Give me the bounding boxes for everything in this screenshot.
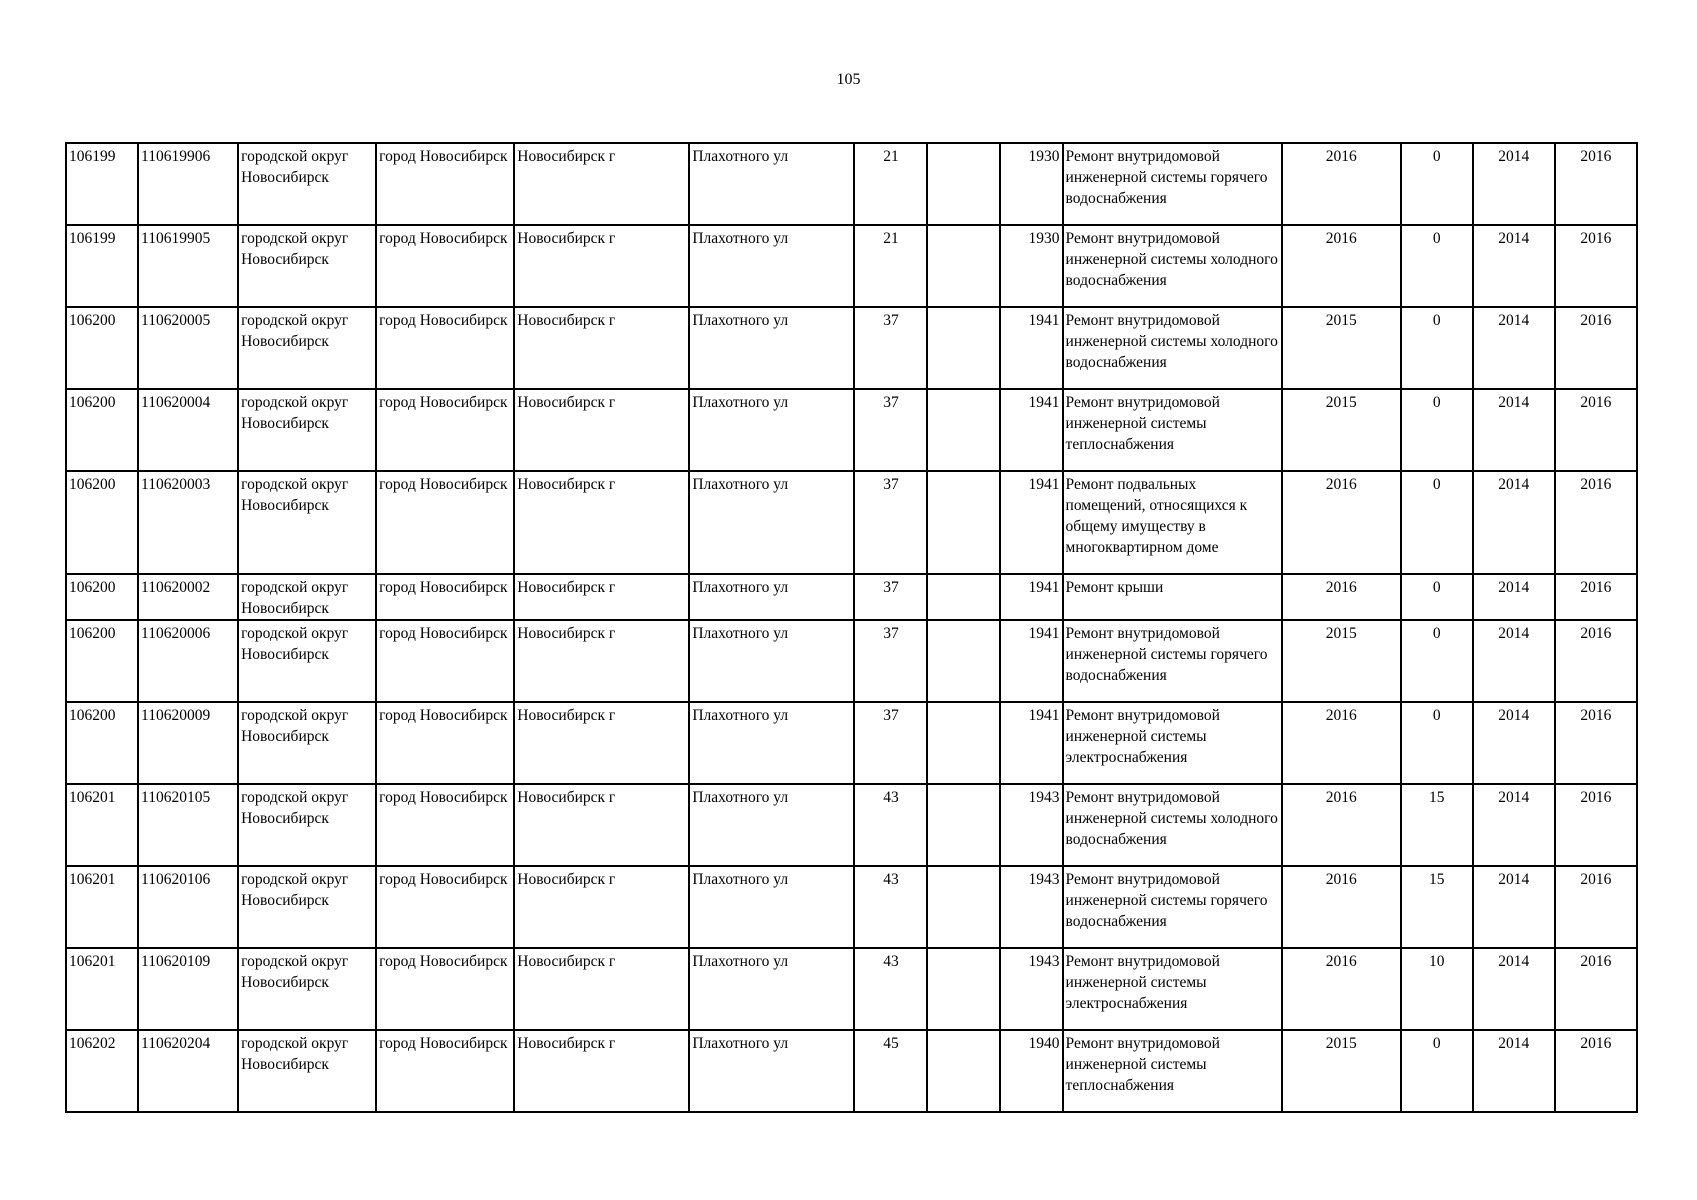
row-id-cell: 106200: [66, 389, 138, 471]
page-number: 105: [836, 71, 861, 88]
house-number-cell: 37: [854, 307, 927, 389]
city-cell: Новосибирск г: [514, 574, 689, 620]
city-cell: Новосибирск г: [514, 784, 689, 866]
wear-percent-cell: 0: [1401, 1030, 1473, 1112]
house-number-cell: 43: [854, 866, 927, 948]
city-cell: Новосибирск г: [514, 1030, 689, 1112]
build-year-cell: 1943: [1000, 784, 1063, 866]
work-type-cell: Ремонт внутридомовой инженерной системы теплоснабжения: [1063, 389, 1282, 471]
house-number-cell: 45: [854, 1030, 927, 1112]
street-cell: Плахотного ул: [689, 620, 854, 702]
work-type-cell: Ремонт внутридомовой инженерной системы горячего водоснабжения: [1063, 143, 1282, 225]
wear-percent-cell: 0: [1401, 702, 1473, 784]
object-code-cell: 110620009: [138, 702, 238, 784]
period-end-cell: 2016: [1555, 471, 1637, 574]
building-cell: [927, 225, 999, 307]
settlement-cell: город Новосибирск: [376, 1030, 514, 1112]
period-end-cell: 2016: [1555, 307, 1637, 389]
period-start-cell: 2014: [1473, 620, 1555, 702]
street-cell: Плахотного ул: [689, 784, 854, 866]
settlement-cell: город Новосибирск: [376, 866, 514, 948]
planned-year-cell: 2015: [1282, 307, 1401, 389]
municipal-district-cell: городской округ Новосибирск: [238, 1030, 376, 1112]
object-code-cell: 110620003: [138, 471, 238, 574]
build-year-cell: 1941: [1000, 620, 1063, 702]
city-cell: Новосибирск г: [514, 620, 689, 702]
settlement-cell: город Новосибирск: [376, 225, 514, 307]
street-cell: Плахотного ул: [689, 389, 854, 471]
municipal-district-cell: городской округ Новосибирск: [238, 143, 376, 225]
street-cell: Плахотного ул: [689, 225, 854, 307]
row-id-cell: 106202: [66, 1030, 138, 1112]
building-cell: [927, 574, 999, 620]
period-start-cell: 2014: [1473, 225, 1555, 307]
street-cell: Плахотного ул: [689, 143, 854, 225]
table-row: [66, 471, 1637, 574]
municipal-district-cell: городской округ Новосибирск: [238, 574, 376, 620]
object-code-cell: 110620004: [138, 389, 238, 471]
object-code-cell: 110620204: [138, 1030, 238, 1112]
object-code-cell: 110619906: [138, 143, 238, 225]
object-code-cell: 110619905: [138, 225, 238, 307]
city-cell: Новосибирск г: [514, 866, 689, 948]
row-id-cell: 106201: [66, 948, 138, 1030]
city-cell: Новосибирск г: [514, 948, 689, 1030]
city-cell: Новосибирск г: [514, 225, 689, 307]
build-year-cell: 1941: [1000, 702, 1063, 784]
period-start-cell: 2014: [1473, 143, 1555, 225]
work-type-cell: Ремонт внутридомовой инженерной системы горячего водоснабжения: [1063, 866, 1282, 948]
house-number-cell: 37: [854, 702, 927, 784]
row-id-cell: 106201: [66, 784, 138, 866]
street-cell: Плахотного ул: [689, 948, 854, 1030]
period-end-cell: 2016: [1555, 574, 1637, 620]
period-start-cell: 2014: [1473, 389, 1555, 471]
object-code-cell: 110620106: [138, 866, 238, 948]
period-start-cell: 2014: [1473, 574, 1555, 620]
row-id-cell: 106200: [66, 574, 138, 620]
city-cell: Новосибирск г: [514, 307, 689, 389]
table-row: [66, 389, 1637, 471]
wear-percent-cell: 0: [1401, 307, 1473, 389]
city-cell: Новосибирск г: [514, 389, 689, 471]
house-number-cell: 37: [854, 471, 927, 574]
planned-year-cell: 2015: [1282, 389, 1401, 471]
municipal-district-cell: городской округ Новосибирск: [238, 866, 376, 948]
work-type-cell: Ремонт внутридомовой инженерной системы холодного водоснабжения: [1063, 307, 1282, 389]
house-number-cell: 21: [854, 143, 927, 225]
settlement-cell: город Новосибирск: [376, 389, 514, 471]
build-year-cell: 1941: [1000, 574, 1063, 620]
street-cell: Плахотного ул: [689, 574, 854, 620]
object-code-cell: 110620002: [138, 574, 238, 620]
work-type-cell: Ремонт внутридомовой инженерной системы электроснабжения: [1063, 702, 1282, 784]
build-year-cell: 1940: [1000, 1030, 1063, 1112]
city-cell: Новосибирск г: [514, 702, 689, 784]
building-cell: [927, 307, 999, 389]
planned-year-cell: 2016: [1282, 143, 1401, 225]
street-cell: Плахотного ул: [689, 702, 854, 784]
house-number-cell: 43: [854, 784, 927, 866]
object-code-cell: 110620109: [138, 948, 238, 1030]
work-type-cell: Ремонт внутридомовой инженерной системы холодного водоснабжения: [1063, 784, 1282, 866]
municipal-district-cell: городской округ Новосибирск: [238, 307, 376, 389]
settlement-cell: город Новосибирск: [376, 307, 514, 389]
wear-percent-cell: 0: [1401, 574, 1473, 620]
planned-year-cell: 2016: [1282, 702, 1401, 784]
work-type-cell: Ремонт внутридомовой инженерной системы горячего водоснабжения: [1063, 620, 1282, 702]
house-number-cell: 43: [854, 948, 927, 1030]
municipal-district-cell: городской округ Новосибирск: [238, 389, 376, 471]
period-start-cell: 2014: [1473, 307, 1555, 389]
municipal-district-cell: городской округ Новосибирск: [238, 471, 376, 574]
planned-year-cell: 2015: [1282, 620, 1401, 702]
street-cell: Плахотного ул: [689, 1030, 854, 1112]
table-row: [66, 143, 1637, 225]
object-code-cell: 110620005: [138, 307, 238, 389]
building-cell: [927, 389, 999, 471]
work-type-cell: Ремонт внутридомовой инженерной системы холодного водоснабжения: [1063, 225, 1282, 307]
municipal-district-cell: городской округ Новосибирск: [238, 702, 376, 784]
work-type-cell: Ремонт внутридомовой инженерной системы электроснабжения: [1063, 948, 1282, 1030]
wear-percent-cell: 0: [1401, 620, 1473, 702]
settlement-cell: город Новосибирск: [376, 143, 514, 225]
row-id-cell: 106200: [66, 307, 138, 389]
city-cell: Новосибирск г: [514, 471, 689, 574]
building-cell: [927, 948, 999, 1030]
building-cell: [927, 702, 999, 784]
wear-percent-cell: 15: [1401, 784, 1473, 866]
house-number-cell: 37: [854, 574, 927, 620]
build-year-cell: 1943: [1000, 948, 1063, 1030]
row-id-cell: 106200: [66, 471, 138, 574]
table-body: [66, 143, 1637, 1112]
building-cell: [927, 471, 999, 574]
house-number-cell: 37: [854, 620, 927, 702]
period-start-cell: 2014: [1473, 471, 1555, 574]
row-id-cell: 106201: [66, 866, 138, 948]
period-start-cell: 2014: [1473, 866, 1555, 948]
period-end-cell: 2016: [1555, 620, 1637, 702]
table-row: [66, 948, 1637, 1030]
wear-percent-cell: 0: [1401, 389, 1473, 471]
wear-percent-cell: 0: [1401, 471, 1473, 574]
period-end-cell: 2016: [1555, 948, 1637, 1030]
period-end-cell: 2016: [1555, 1030, 1637, 1112]
house-number-cell: 37: [854, 389, 927, 471]
building-cell: [927, 784, 999, 866]
municipal-district-cell: городской округ Новосибирск: [238, 225, 376, 307]
planned-year-cell: 2016: [1282, 948, 1401, 1030]
house-number-cell: 21: [854, 225, 927, 307]
municipal-district-cell: городской округ Новосибирск: [238, 948, 376, 1030]
build-year-cell: 1941: [1000, 389, 1063, 471]
building-cell: [927, 866, 999, 948]
building-cell: [927, 1030, 999, 1112]
table-row: [66, 784, 1637, 866]
planned-year-cell: 2016: [1282, 784, 1401, 866]
object-code-cell: 110620105: [138, 784, 238, 866]
wear-percent-cell: 15: [1401, 866, 1473, 948]
build-year-cell: 1930: [1000, 143, 1063, 225]
period-start-cell: 2014: [1473, 1030, 1555, 1112]
period-end-cell: 2016: [1555, 143, 1637, 225]
settlement-cell: город Новосибирск: [376, 471, 514, 574]
building-cell: [927, 620, 999, 702]
row-id-cell: 106200: [66, 620, 138, 702]
building-cell: [927, 143, 999, 225]
period-end-cell: 2016: [1555, 702, 1637, 784]
period-start-cell: 2014: [1473, 702, 1555, 784]
municipal-district-cell: городской округ Новосибирск: [238, 620, 376, 702]
table-row: [66, 225, 1637, 307]
settlement-cell: город Новосибирск: [376, 702, 514, 784]
settlement-cell: город Новосибирск: [376, 574, 514, 620]
wear-percent-cell: 0: [1401, 143, 1473, 225]
row-id-cell: 106199: [66, 143, 138, 225]
planned-year-cell: 2015: [1282, 1030, 1401, 1112]
table-row: [66, 574, 1637, 620]
table-row: [66, 1030, 1637, 1112]
street-cell: Плахотного ул: [689, 471, 854, 574]
planned-year-cell: 2016: [1282, 471, 1401, 574]
build-year-cell: 1930: [1000, 225, 1063, 307]
settlement-cell: город Новосибирск: [376, 948, 514, 1030]
settlement-cell: город Новосибирск: [376, 784, 514, 866]
settlement-cell: город Новосибирск: [376, 620, 514, 702]
period-start-cell: 2014: [1473, 784, 1555, 866]
planned-year-cell: 2016: [1282, 866, 1401, 948]
work-type-cell: Ремонт внутридомовой инженерной системы теплоснабжения: [1063, 1030, 1282, 1112]
build-year-cell: 1941: [1000, 471, 1063, 574]
build-year-cell: 1941: [1000, 307, 1063, 389]
period-start-cell: 2014: [1473, 948, 1555, 1030]
street-cell: Плахотного ул: [689, 866, 854, 948]
period-end-cell: 2016: [1555, 389, 1637, 471]
table-row: [66, 702, 1637, 784]
object-code-cell: 110620006: [138, 620, 238, 702]
wear-percent-cell: 10: [1401, 948, 1473, 1030]
table-row: [66, 620, 1637, 702]
work-type-cell: Ремонт крыши: [1063, 574, 1282, 620]
period-end-cell: 2016: [1555, 784, 1637, 866]
period-end-cell: 2016: [1555, 866, 1637, 948]
table-row: [66, 866, 1637, 948]
row-id-cell: 106199: [66, 225, 138, 307]
planned-year-cell: 2016: [1282, 574, 1401, 620]
row-id-cell: 106200: [66, 702, 138, 784]
build-year-cell: 1943: [1000, 866, 1063, 948]
table-row: [66, 307, 1637, 389]
work-type-cell: Ремонт подвальных помещений, относящихся к общему имуществу в многоквартирном доме: [1063, 471, 1282, 574]
municipal-district-cell: городской округ Новосибирск: [238, 784, 376, 866]
city-cell: Новосибирск г: [514, 143, 689, 225]
street-cell: Плахотного ул: [689, 307, 854, 389]
repair-schedule-table: [65, 142, 1638, 1113]
wear-percent-cell: 0: [1401, 225, 1473, 307]
period-end-cell: 2016: [1555, 225, 1637, 307]
planned-year-cell: 2016: [1282, 225, 1401, 307]
